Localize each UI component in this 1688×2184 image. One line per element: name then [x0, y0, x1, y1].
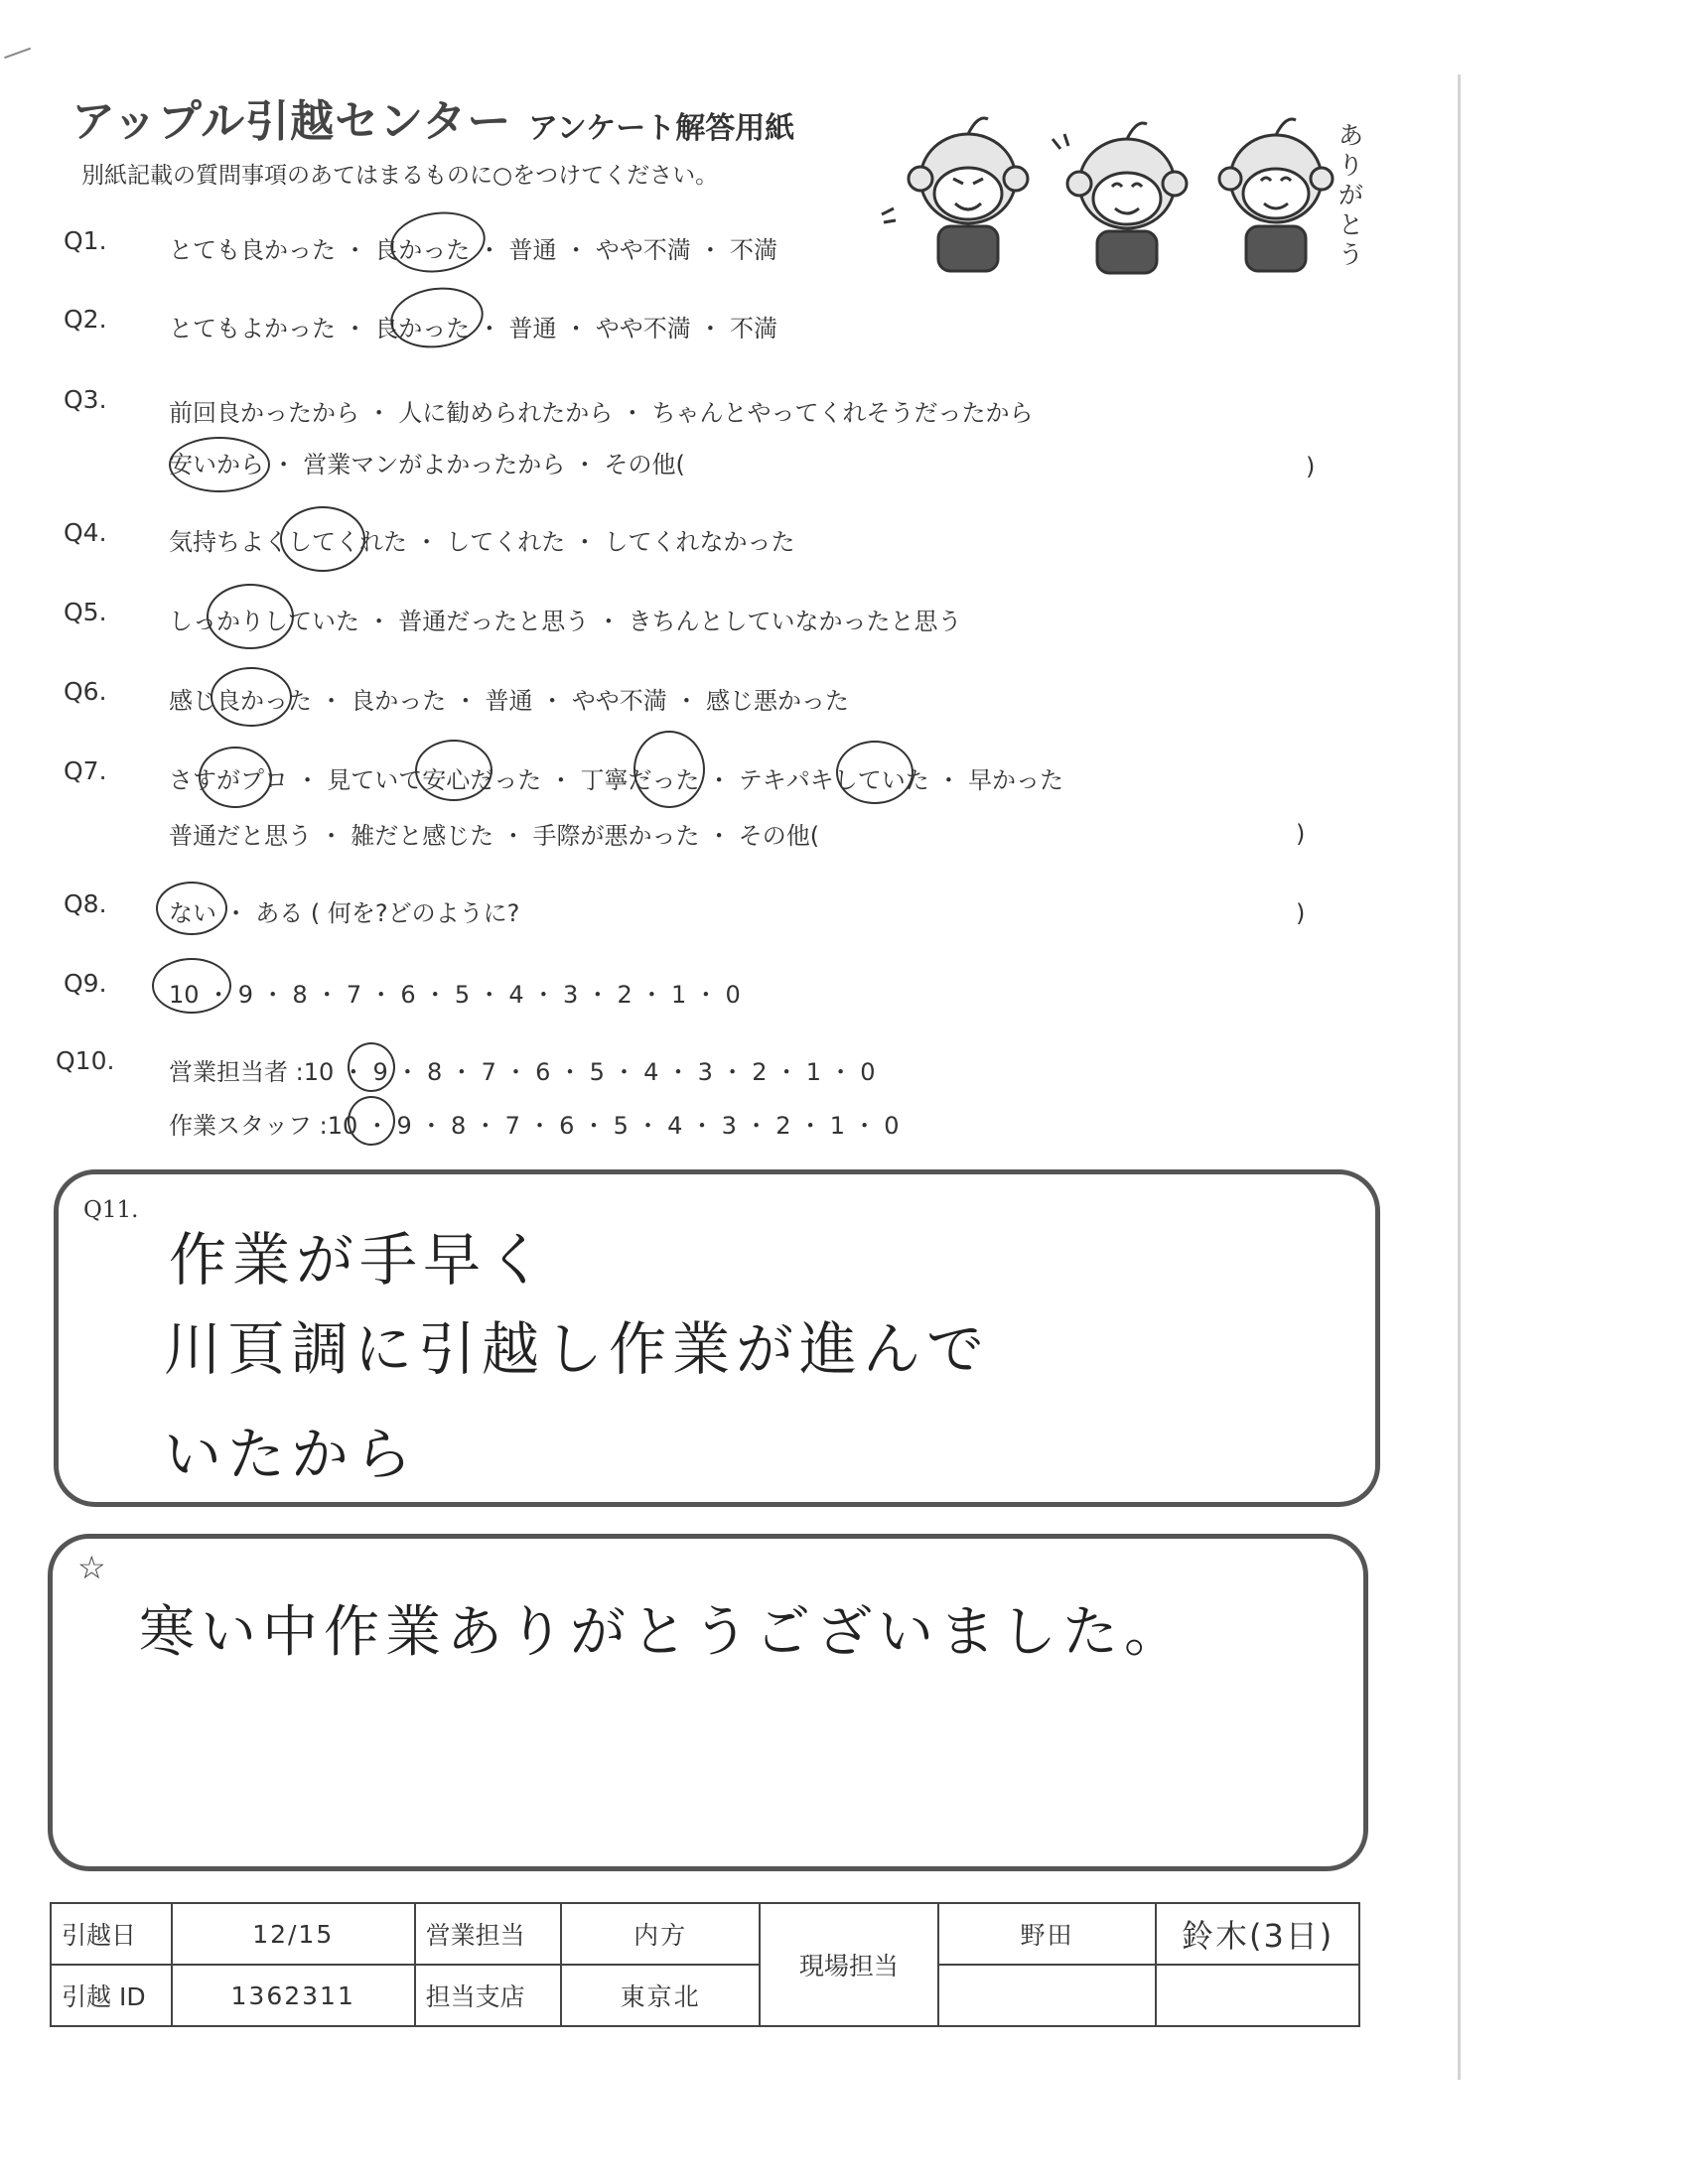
q10-staff-selection-circle [348, 1096, 395, 1146]
q10-label: Q10. [56, 1046, 115, 1075]
q7-selection-circle-c [633, 731, 705, 808]
scan-corner-mark [4, 48, 36, 72]
move-info-table [50, 1902, 1360, 2027]
q7-selection-circle-b [415, 740, 492, 801]
q3-options-line2: 安いから ・ 営業マンがよかったから ・ その他( [169, 451, 685, 478]
q5-options: しっかりしていた ・ 普通だったと思う ・ きちんとしていなかったと思う [169, 608, 962, 635]
q7-selection-circle-d [836, 741, 914, 804]
q10-staff-scale: 作業スタッフ :10 ・ 9 ・ 8 ・ 7 ・ 6 ・ 5 ・ 4 ・ 3 ・ 2 ・ 1 ・ 0 [169, 1112, 900, 1140]
site-manager-empty-cell-2 [1156, 1965, 1359, 2026]
q7-label: Q7. [64, 756, 107, 785]
q4-options: 気持ちよくしてくれた ・ してくれた ・ してくれなかった [169, 528, 795, 556]
instruction-text: 別紙記載の質問事項のあてはまるものに○をつけてください。 [81, 163, 719, 189]
site-manager-label: 現場担当 [760, 1903, 938, 2026]
site-manager-empty-cell-1 [938, 1965, 1157, 2026]
monkey-mascots-icon [874, 109, 1370, 278]
company-title: アップル引越センター [71, 96, 512, 147]
q5-selection-circle [207, 584, 294, 649]
q6-selection-circle [211, 667, 292, 727]
q1-selection-circle [386, 206, 489, 279]
move-date-label: 引越日 [51, 1903, 172, 1965]
mascot-caption: ありがとう [1338, 121, 1364, 269]
q10-sales-selection-circle [348, 1042, 395, 1092]
move-id-value: 1362311 [172, 1965, 415, 2026]
site-manager-value-1: 野田 [938, 1903, 1157, 1965]
q8-close-paren: ) [1296, 899, 1306, 927]
q1-label: Q1. [64, 226, 107, 255]
move-id-label: 引越 ID [51, 1965, 172, 2026]
form-title: アンケート解答用紙 [528, 111, 795, 146]
q7-close-paren: ) [1296, 820, 1306, 848]
sales-rep-label: 営業担当 [415, 1903, 562, 1965]
branch-value: 東京北 [561, 1965, 760, 2026]
q7-options-line2: 普通だと思う ・ 雑だと感じた ・ 手際が悪かった ・ その他( [169, 822, 820, 850]
q3-selection-circle [169, 437, 270, 492]
sales-rep-value: 内方 [561, 1903, 760, 1965]
comment-handwritten-text: 寒い中作業ありがとうございました。 [139, 1600, 1186, 1665]
q11-handwritten-line2: 川頁調に引越し作業が進んで [164, 1315, 991, 1383]
q4-selection-circle [280, 506, 365, 572]
q3-close-paren: ) [1306, 453, 1316, 480]
star-marker: ☆ [77, 1549, 106, 1586]
q7-selection-circle-a [199, 747, 272, 808]
q10-sales-scale: 営業担当者 :10 ・ 9 ・ 8 ・ 7 ・ 6 ・ 5 ・ 4 ・ 3 ・ 2 ・ 1 ・ 0 [169, 1058, 876, 1086]
page-edge-line [1458, 74, 1461, 2080]
q11-label: Q11. [83, 1197, 139, 1223]
q8-options: ない ・ ある ( 何を?どのように? [169, 899, 520, 927]
q9-selection-circle [152, 958, 231, 1014]
q8-label: Q8. [64, 889, 107, 918]
q4-label: Q4. [64, 518, 107, 547]
q2-label: Q2. [64, 305, 107, 334]
q3-options-line1: 前回良かったから ・ 人に勧められたから ・ ちゃんとやってくれそうだったから [169, 399, 1034, 427]
q6-options: 感じ良かった ・ 良かった ・ 普通 ・ やや不満 ・ 感じ悪かった [169, 687, 850, 715]
q5-label: Q5. [64, 598, 107, 626]
q11-handwritten-line1: 作業が手早く [169, 1226, 551, 1294]
mascot-illustration [874, 109, 1370, 282]
comment-box [48, 1534, 1368, 1871]
q2-options: とてもよかった ・ 良かった ・ 普通 ・ やや不満 ・ 不満 [169, 315, 778, 342]
branch-label: 担当支店 [415, 1965, 562, 2026]
q3-label: Q3. [64, 385, 107, 414]
q1-options: とても良かった ・ 良かった ・ 普通 ・ やや不満 ・ 不満 [169, 236, 778, 264]
q9-label: Q9. [64, 969, 107, 998]
site-manager-value-2: 鈴木(3日) [1156, 1903, 1359, 1965]
q7-options-line1: さすがプロ ・ 見ていて安心だった ・ 丁寧だった ・ テキパキしていた ・ 早かった [169, 766, 1064, 794]
q8-selection-circle [156, 882, 227, 935]
q11-handwritten-line3: いたから [164, 1421, 419, 1488]
move-date-value: 12/15 [172, 1903, 415, 1965]
q6-label: Q6. [64, 677, 107, 706]
q9-scale: 10 ・ 9 ・ 8 ・ 7 ・ 6 ・ 5 ・ 4 ・ 3 ・ 2 ・ 1 ・ 0 [169, 981, 741, 1009]
